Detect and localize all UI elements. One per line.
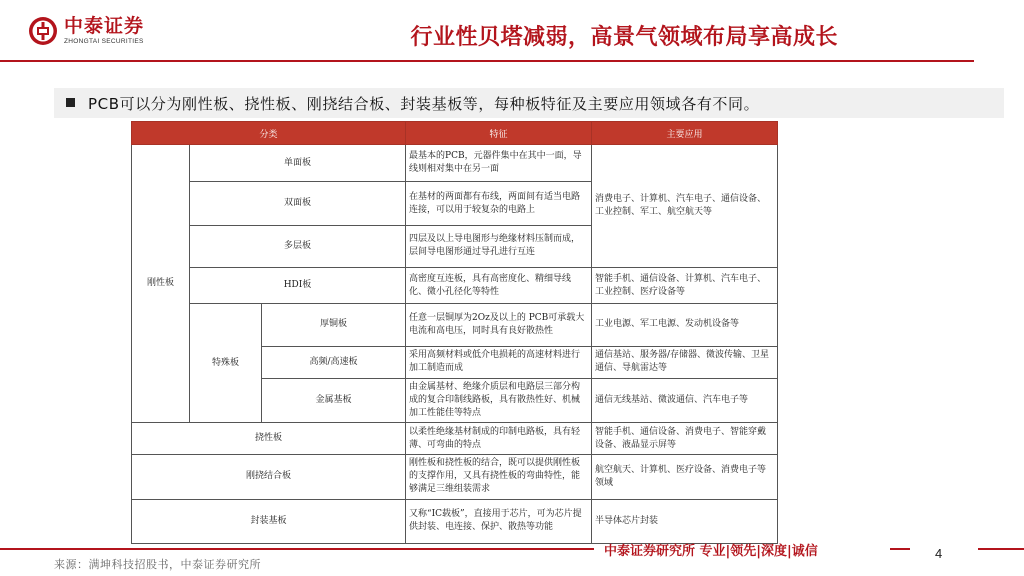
row-feature: 刚性板和挠性板的结合，既可以提供刚性板的支撑作用，又具有挠性板的弯曲特性，能够满足三维组装需求 [406,455,592,499]
title-divider [0,60,974,62]
special-board-label: 特殊板 [190,304,262,423]
row-feature: 又称“IC载板”，直接用于芯片，可为芯片提供封装、电连接、保护、散热等功能 [406,499,592,543]
row-application: 航空航天、计算机、医疗设备、消费电子等领域 [592,455,778,499]
row-name: 金属基板 [262,378,406,422]
footer-divider-right [978,548,1024,550]
row-application: 智能手机、通信设备、计算机、汽车电子、工业控制、医疗设备等 [592,268,778,304]
row-feature: 在基材的两面都有布线，两面间有适当电路连接，可以用于较复杂的电路上 [406,182,592,225]
rigid-board-label: 刚性板 [132,145,190,423]
header-application: 主要应用 [592,122,778,145]
row-name: HDI板 [190,268,406,304]
footer-divider-left [0,548,594,550]
footer-divider-mid [890,548,910,550]
logo-english-name: ZHONGTAI SECURITIES [64,37,144,45]
row-feature: 以柔性绝缘基材制成的印制电路板，具有轻薄、可弯曲的特点 [406,423,592,455]
table-row [132,499,778,543]
table-header-row [132,122,778,145]
row-name: 刚挠结合板 [132,455,406,499]
row-name: 双面板 [190,182,406,225]
header-feature: 特征 [406,122,592,145]
row-application: 智能手机、通信设备、消费电子、智能穿戴设备、液晶显示屏等 [592,423,778,455]
source-note: 来源：满坤科技招股书，中泰证券研究所 [54,558,261,571]
bullet-square-icon [66,98,75,107]
page-number: 4 [935,546,943,561]
row-name: 多层板 [190,225,406,267]
row-feature: 高密度互连板，具有高密度化、精细导线化、微小孔径化等特性 [406,268,592,304]
footer-brand: 中泰证券研究所 专业|领先|深度|诚信 [604,544,818,559]
table-row [132,145,778,182]
pcb-classification-table [131,121,778,544]
row-feature: 最基本的PCB，元器件集中在其中一面，导线则相对集中在另一面 [406,145,592,182]
row-application: 工业电源、军工电源、发动机设备等 [592,304,778,346]
logo-mark-icon [28,16,58,46]
row-name: 高频/高速板 [262,346,406,378]
row-feature: 由金属基材、绝缘介质层和电路层三部分构成的复合印制线路板，具有散热性好、机械加工性能佳等特点 [406,378,592,422]
table-row [132,423,778,455]
row-feature: 四层及以上导电图形与绝缘材料压制而成，层间导电图形通过导孔进行互连 [406,225,592,267]
row-name: 厚铜板 [262,304,406,346]
slide-title: 行业性贝塔减弱，高景气领域布局享高成长 [410,24,838,50]
row-name: 封装基板 [132,499,406,543]
logo-chinese-name: 中泰证券 [64,14,145,37]
table-row [132,304,778,346]
company-logo [28,16,144,46]
row-application: 通信基站、服务器/存储器、微波传输、卫星通信、导航雷达等 [592,346,778,378]
row-application: 通信无线基站、微波通信、汽车电子等 [592,378,778,422]
header-category: 分类 [132,122,406,145]
table-row [132,455,778,499]
row-feature: 任意一层铜厚为2Oz及以上的 PCB可承载大电流和高电压，同时具有良好散热性 [406,304,592,346]
bullet-text: PCB可以分为刚性板、挠性板、刚挠结合板、封装基板等，每种板特征及主要应用领域各有不同。 [88,95,760,113]
row-name: 单面板 [190,145,406,182]
row-feature: 采用高频材料或低介电损耗的高速材料进行加工制造而成 [406,346,592,378]
row-application: 半导体芯片封装 [592,499,778,543]
row-application: 消费电子、计算机、汽车电子、通信设备、工业控制、军工、航空航天等 [592,145,778,268]
row-name: 挠性板 [132,423,406,455]
table-row [132,268,778,304]
